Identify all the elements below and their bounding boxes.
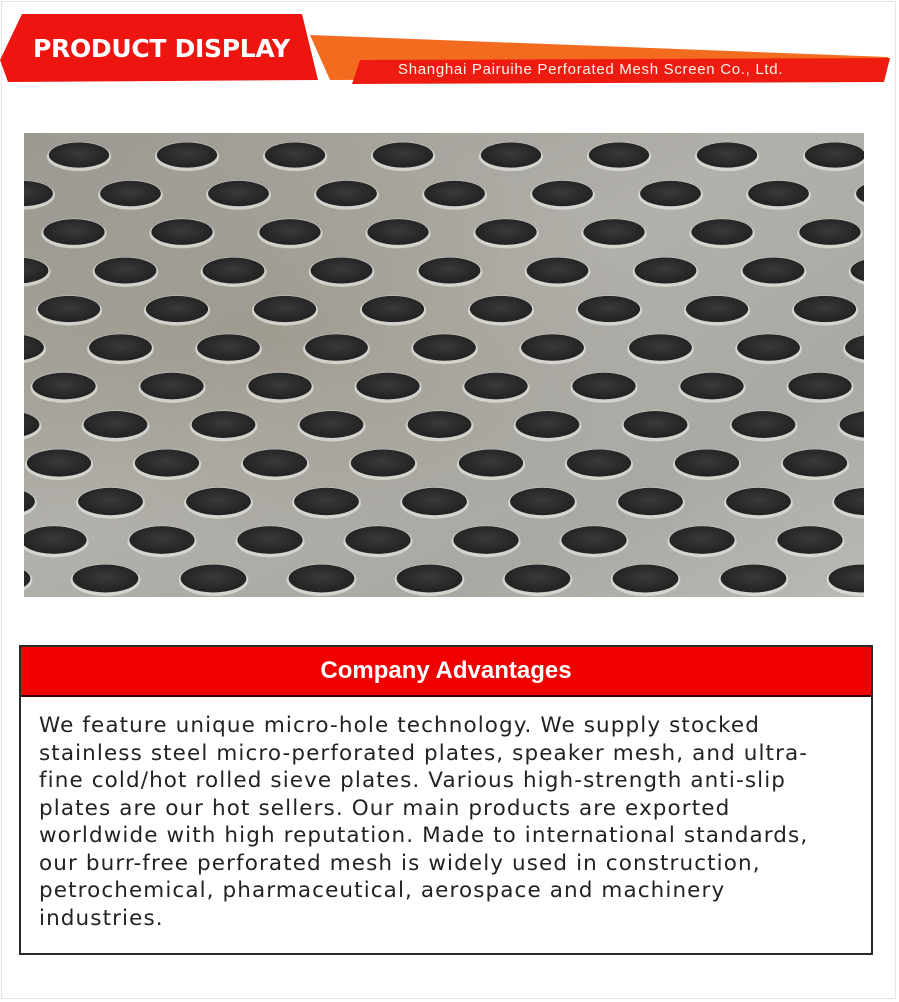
perforation-hole (583, 219, 644, 245)
perforation-hole (402, 488, 467, 515)
perforation-hole (305, 334, 368, 360)
perforation-hole (356, 373, 419, 400)
perforation-hole (84, 411, 148, 438)
perforation-hole (413, 334, 476, 360)
header-banner (0, 0, 899, 90)
perforation-hole (367, 219, 428, 245)
perforation-hole (89, 334, 152, 360)
perforation-hole (624, 411, 688, 438)
perforation-hole (237, 526, 302, 554)
perforation-hole (783, 449, 847, 476)
perforation-hole (351, 449, 415, 476)
perforation-hole (726, 488, 791, 515)
perforation-hole (635, 258, 697, 284)
perforation-hole (146, 296, 208, 322)
perforation-hole (151, 219, 212, 245)
perforation-hole (680, 373, 743, 400)
perforation-hole (38, 296, 100, 322)
perforation-hole (732, 411, 796, 438)
perforation-hole (294, 488, 359, 515)
perforation-hole (27, 449, 91, 476)
perforation-hole (311, 258, 373, 284)
perforation-hole (192, 411, 256, 438)
perforation-hole (470, 296, 532, 322)
perforation-hole (248, 373, 311, 400)
perforation-hole (691, 219, 752, 245)
perforation-hole (464, 373, 527, 400)
perforation-hole (408, 411, 472, 438)
perforation-hole (203, 258, 265, 284)
perforation-hole (481, 142, 541, 167)
perforation-hole (618, 488, 683, 515)
perforation-hole (589, 142, 649, 167)
perforation-hole (697, 142, 757, 167)
perforation-hole (799, 219, 860, 245)
perforation-hole (419, 258, 481, 284)
perforation-hole (424, 181, 485, 206)
perforation-hole (243, 449, 307, 476)
perforation-hole (289, 565, 355, 593)
perforation-hole (475, 219, 536, 245)
perforation-hole (208, 181, 269, 206)
perforation-hole (186, 488, 251, 515)
perforation-hole (748, 181, 809, 206)
advantages-title: Company Advantages (320, 657, 572, 684)
perforation-hole (567, 449, 631, 476)
perforation-hole (73, 565, 139, 593)
perforation-hole (510, 488, 575, 515)
perforation-hole (78, 488, 143, 515)
advantages-panel (19, 645, 873, 955)
perforation-hole (532, 181, 593, 206)
perforation-hole (197, 334, 260, 360)
company-name: Shanghai Pairuihe Perforated Mesh Screen Co., Ltd. (398, 61, 784, 78)
perforation-hole (629, 334, 692, 360)
perforation-hole (561, 526, 626, 554)
perforation-hole (669, 526, 734, 554)
perforation-hole (459, 449, 523, 476)
perforation-hole (516, 411, 580, 438)
perforation-hole (397, 565, 463, 593)
perforation-hole (100, 181, 161, 206)
perforation-hole (777, 526, 842, 554)
perforation-hole (43, 219, 104, 245)
perforation-hole (572, 373, 635, 400)
perforation-hole (686, 296, 748, 322)
page-title: PRODUCT DISPLAY (33, 34, 290, 63)
perforation-hole (345, 526, 410, 554)
perforation-hole (794, 296, 856, 322)
perforated-mesh-image (24, 133, 864, 597)
perforation-hole (254, 296, 316, 322)
perforation-hole (157, 142, 217, 167)
perforation-hole (453, 526, 518, 554)
perforation-hole (362, 296, 424, 322)
perforation-hole (613, 565, 679, 593)
perforation-hole (721, 565, 787, 593)
perforation-hole (805, 142, 864, 167)
perforation-hole (743, 258, 805, 284)
advantages-header (21, 647, 871, 697)
perforation-hole (24, 526, 87, 554)
perforation-hole (737, 334, 800, 360)
perforation-hole (505, 565, 571, 593)
perforation-hole (49, 142, 109, 167)
perforation-hole (640, 181, 701, 206)
perforation-hole (129, 526, 194, 554)
perforation-hole (521, 334, 584, 360)
perforation-hole (32, 373, 95, 400)
perforation-hole (675, 449, 739, 476)
perforation-hole (140, 373, 203, 400)
perforation-hole (373, 142, 433, 167)
perforation-hole (527, 258, 589, 284)
perforation-hole (788, 373, 851, 400)
perforation-hole (300, 411, 364, 438)
perforation-hole (578, 296, 640, 322)
perforation-hole (265, 142, 325, 167)
perforation-hole (316, 181, 377, 206)
product-photo (24, 133, 864, 597)
advantages-text: We feature unique micro-hole technology. We supply stocked stainless steel micro-perforated plates, speaker mesh, and ultra-fine cold/hot rolled sieve plates. Various high-strength anti-slip plates are our hot sellers. Our main products are exported worldwide with high reputation. Made to international standards, our burr-free perforated mesh is widely used in construction, petrochemical, pharmaceutical, aerospace and machinery industries. (39, 713, 809, 931)
perforation-hole (259, 219, 320, 245)
perforation-hole (181, 565, 247, 593)
perforation-hole (135, 449, 199, 476)
perforation-hole (95, 258, 157, 284)
